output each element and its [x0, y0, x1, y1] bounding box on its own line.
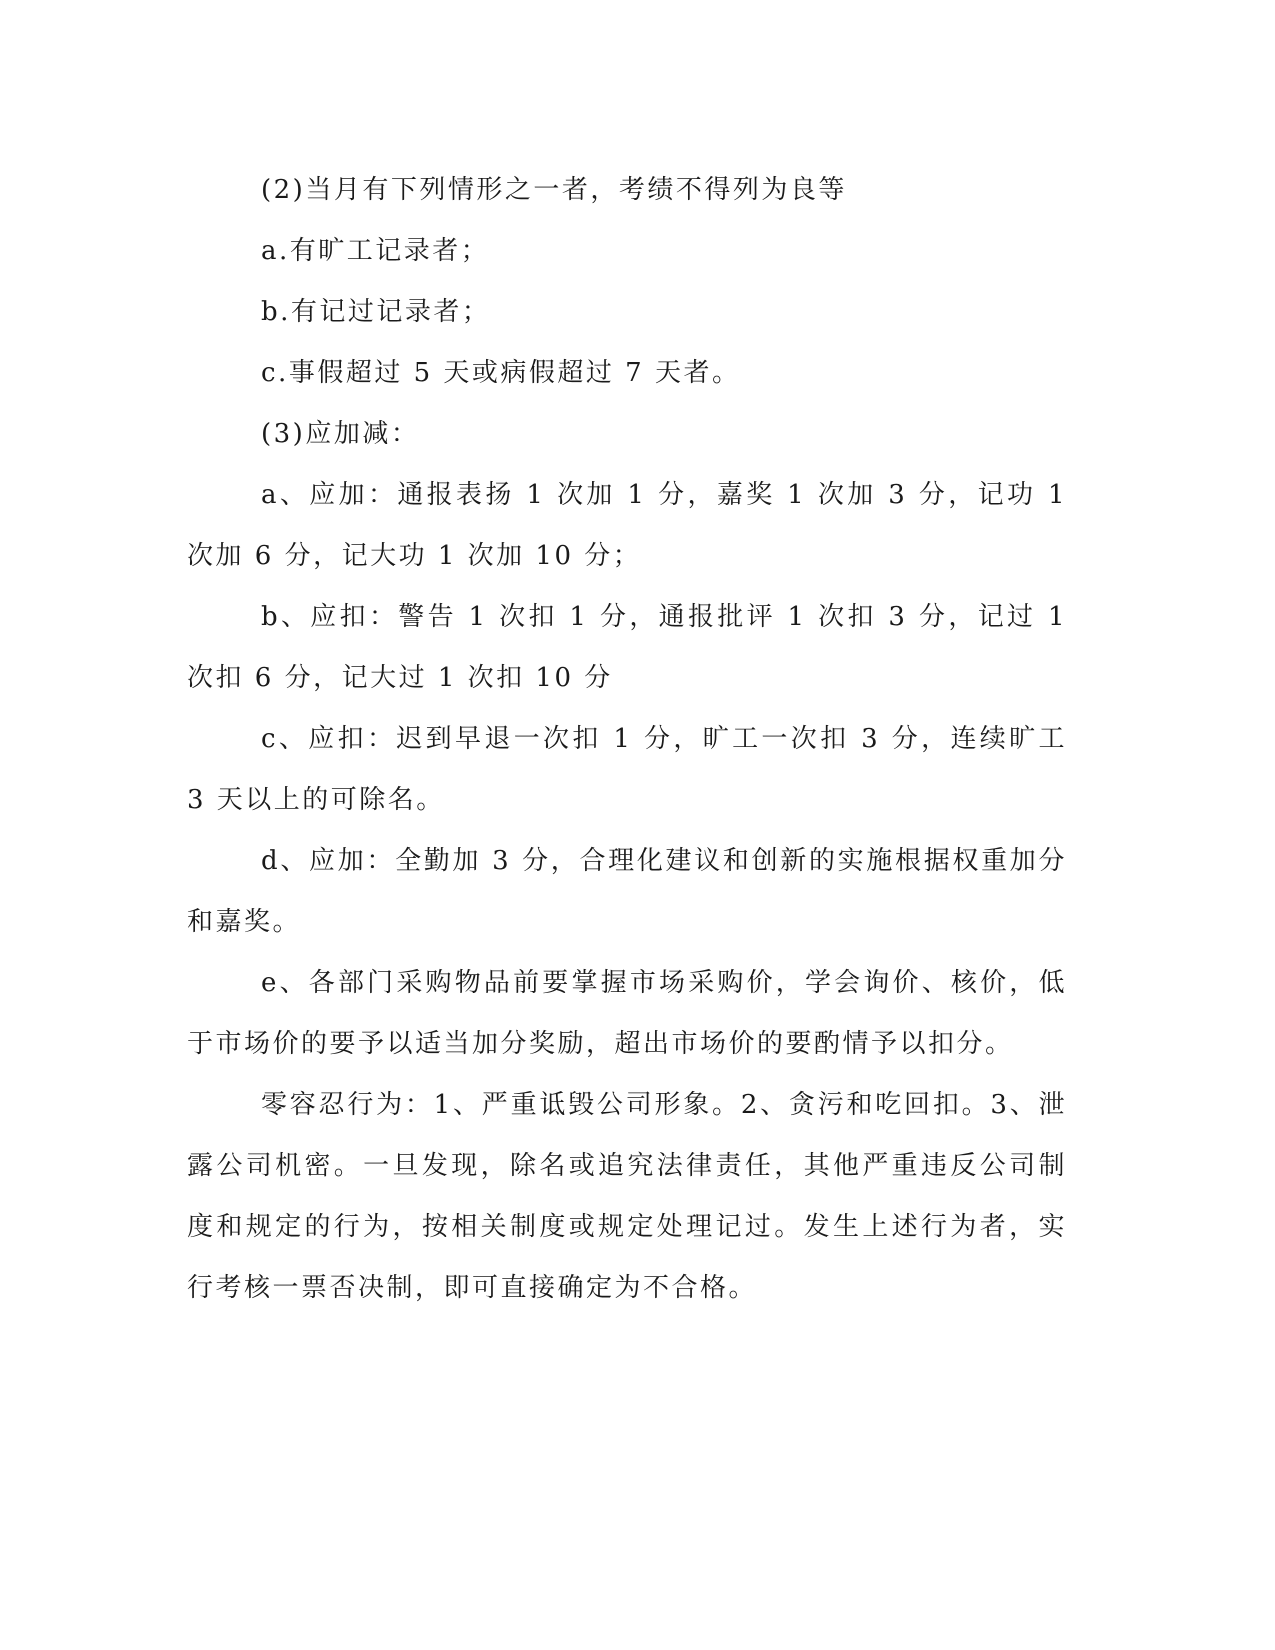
paragraph-item-3-header: (3)应加减： — [261, 419, 420, 449]
paragraph-zero-tolerance: 零容忍行为：1、严重诋毁公司形象。2、贪污和吃回扣。3、泄露公司机密。一旦发现，除名或追究法律责任，其他严重违反公司制度和规定的行为，按相关制度或规定处理记过。发生上述行为者，实行考核一票否决制，即可直接确定为不合格。 — [187, 1090, 1067, 1303]
paragraph-bonus-d: d、应加：全勤加 3 分，合理化建议和创新的实施根据权重加分和嘉奖。 — [187, 846, 1067, 937]
paragraph-item-a: a.有旷工记录者； — [261, 236, 490, 266]
paragraph-item-2-header: (2)当月有下列情形之一者，考绩不得列为良等 — [261, 175, 847, 205]
paragraph-purchase-e: e、各部门采购物品前要掌握市场采购价，学会询价、核价，低于市场价的要予以适当加分奖励，超出市场价的要酌情予以扣分。 — [187, 968, 1067, 1059]
document-page — [187, 160, 1067, 1319]
paragraph-item-c: c.事假超过 5 天或病假超过 7 天者。 — [261, 358, 741, 388]
paragraph-item-b: b.有记过记录者； — [261, 297, 491, 327]
paragraph-deduct-b: b、应扣：警告 1 次扣 1 分，通报批评 1 次扣 3 分，记过 1 次扣 6 分，记大过 1 次扣 10 分 — [187, 602, 1067, 693]
paragraph-bonus-a: a、应加：通报表扬 1 次加 1 分，嘉奖 1 次加 3 分，记功 1 次加 6 分，记大功 1 次加 10 分； — [187, 480, 1067, 571]
paragraph-deduct-c: c、应扣：迟到早退一次扣 1 分，旷工一次扣 3 分，连续旷工 3 天以上的可除名。 — [187, 724, 1067, 815]
